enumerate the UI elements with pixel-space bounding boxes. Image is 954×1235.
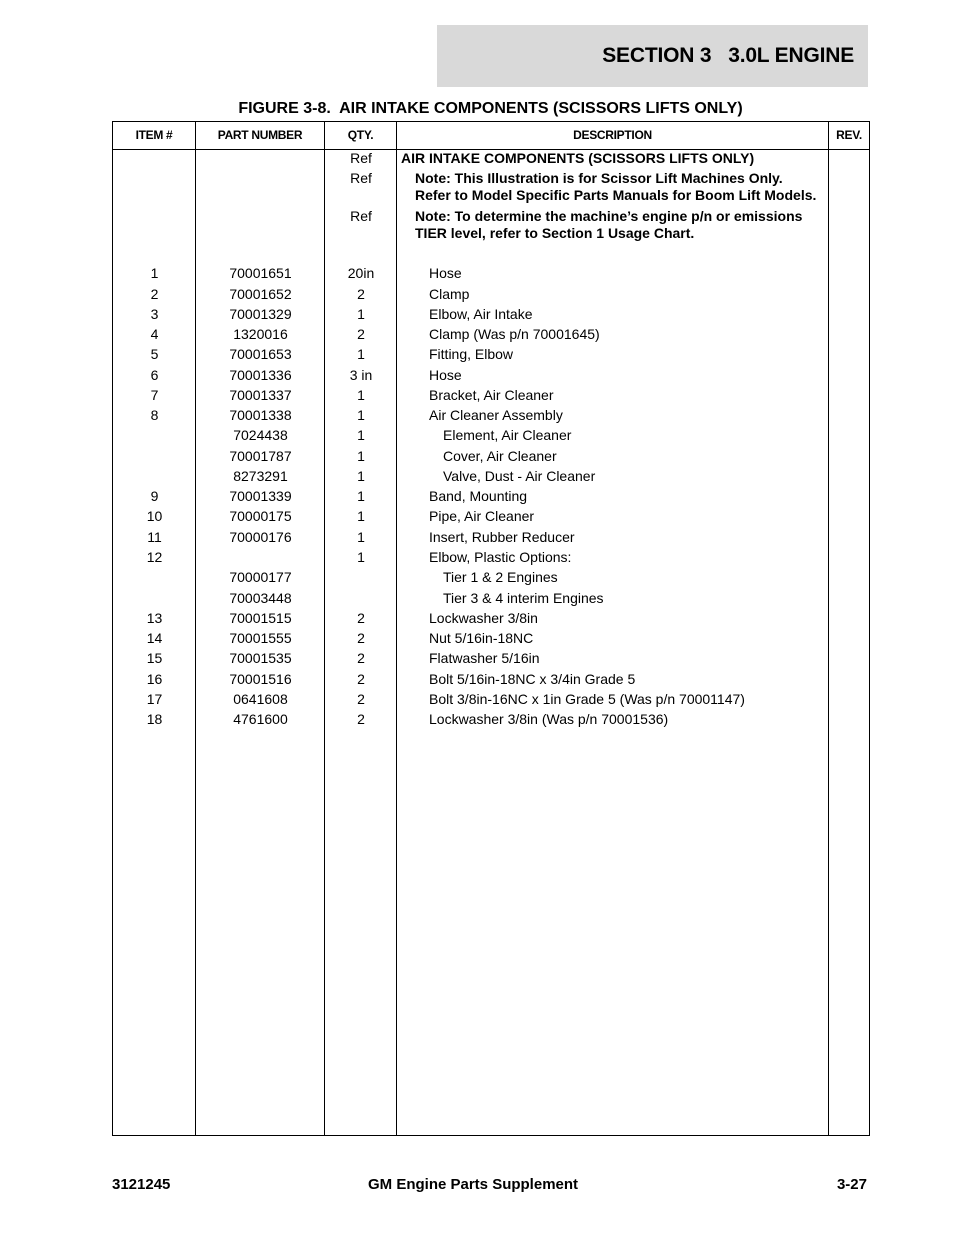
description: Bolt 3/8in-16NC x 1in Grade 5 (Was p/n 70001147) — [429, 691, 745, 707]
part-number: 70003448 — [229, 590, 292, 606]
quantity: 2 — [357, 671, 365, 687]
quantity: 1 — [357, 448, 365, 464]
description: Elbow, Air Intake — [429, 306, 533, 322]
description: Element, Air Cleaner — [443, 427, 572, 443]
part-number: 70001338 — [229, 407, 292, 423]
item-number: 3 — [150, 306, 159, 322]
quantity: 2 — [357, 711, 365, 727]
parts-table — [112, 121, 870, 1136]
page-number: 3-27 — [836, 1176, 867, 1193]
description: Tier 3 & 4 interim Engines — [443, 590, 604, 606]
header-item: ITEM # — [135, 128, 173, 142]
part-number: 70001515 — [229, 610, 292, 626]
part-number: 70001337 — [229, 387, 292, 403]
item-number: 11 — [147, 529, 162, 545]
quantity: 1 — [357, 407, 365, 423]
part-number: 70001339 — [229, 488, 292, 504]
quantity: Ref — [350, 150, 372, 166]
item-number: 12 — [146, 549, 163, 565]
section-banner — [437, 25, 868, 87]
item-number: 9 — [150, 488, 159, 504]
description: Note: This Illustration is for Scissor Lift Machines Only. — [415, 170, 783, 186]
description: Lockwasher 3/8in (Was p/n 70001536) — [429, 711, 669, 727]
quantity: 2 — [357, 610, 365, 626]
part-number: 70001516 — [229, 671, 292, 687]
part-number: 70001555 — [229, 630, 292, 646]
quantity: 1 — [357, 508, 365, 524]
part-number: 70000176 — [229, 529, 292, 545]
part-number: 70001787 — [229, 448, 292, 464]
header-qty: QTY. — [347, 128, 374, 142]
quantity: Ref — [350, 208, 372, 224]
item-number: 13 — [146, 610, 163, 626]
description: Nut 5/16in-18NC — [429, 630, 534, 646]
item-number: 15 — [146, 650, 163, 666]
quantity: 2 — [357, 326, 365, 342]
item-number: 7 — [150, 387, 159, 403]
part-number: 8273291 — [233, 468, 288, 484]
part-number: 70000175 — [229, 508, 292, 524]
description: TIER level, refer to Section 1 Usage Chart. — [415, 225, 695, 241]
item-number: 10 — [146, 508, 163, 524]
part-number: 0641608 — [233, 691, 288, 707]
quantity: 3 in — [349, 367, 373, 383]
quantity: 2 — [357, 630, 365, 646]
footer-title: GM Engine Parts Supplement — [368, 1176, 579, 1193]
part-number: 70001329 — [229, 306, 292, 322]
quantity: 1 — [357, 387, 365, 403]
quantity: 1 — [357, 549, 365, 565]
description: Flatwasher 5/16in — [429, 650, 540, 666]
part-number: 70001336 — [229, 367, 292, 383]
header-description: DESCRIPTION — [573, 128, 652, 142]
part-number: 4761600 — [233, 711, 288, 727]
part-number: 70000177 — [229, 569, 292, 585]
description: Lockwasher 3/8in — [429, 610, 538, 626]
quantity: 1 — [357, 529, 365, 545]
part-number: 70001652 — [229, 286, 292, 302]
description: Bolt 5/16in-18NC x 3/4in Grade 5 — [429, 671, 636, 687]
quantity: 1 — [357, 346, 365, 362]
item-number: 4 — [150, 326, 159, 342]
item-number: 6 — [150, 367, 159, 383]
quantity: 1 — [357, 306, 365, 322]
description: AIR INTAKE COMPONENTS (SCISSORS LIFTS ONLY) — [401, 150, 755, 166]
quantity: Ref — [350, 170, 372, 186]
description: Refer to Model Specific Parts Manuals for Boom Lift Models. — [415, 187, 817, 203]
description: Note: To determine the machine’s engine p/n or emissions — [415, 208, 803, 224]
description: Elbow, Plastic Options: — [429, 549, 572, 565]
part-number: 7024438 — [233, 427, 288, 443]
item-number: 1 — [150, 265, 159, 281]
quantity: 2 — [357, 650, 365, 666]
part-number: 70001653 — [229, 346, 292, 362]
description: Fitting, Elbow — [429, 346, 514, 362]
section-title: SECTION 3 3.0L ENGINE — [602, 44, 854, 67]
quantity: 1 — [357, 427, 365, 443]
quantity: 2 — [357, 286, 365, 302]
item-number: 17 — [146, 691, 163, 707]
header-part-number: PART NUMBER — [217, 128, 303, 142]
doc-number: 3121245 — [112, 1176, 171, 1193]
item-number: 5 — [150, 346, 159, 362]
part-number: 70001535 — [229, 650, 292, 666]
description: Cover, Air Cleaner — [443, 448, 557, 464]
description: Pipe, Air Cleaner — [429, 508, 535, 524]
description: Air Cleaner Assembly — [429, 407, 563, 423]
description: Insert, Rubber Reducer — [429, 529, 575, 545]
part-number: 70001651 — [229, 265, 292, 281]
description: Hose — [429, 367, 462, 383]
header-rev: REV. — [836, 128, 862, 142]
figure-title: FIGURE 3-8. AIR INTAKE COMPONENTS (SCISSORS LIFTS ONLY) — [238, 100, 743, 117]
item-number: 2 — [150, 286, 159, 302]
item-number: 18 — [146, 711, 163, 727]
item-number: 8 — [150, 407, 159, 423]
item-number: 16 — [146, 671, 163, 687]
description: Band, Mounting — [429, 488, 528, 504]
quantity: 1 — [357, 488, 365, 504]
description: Clamp — [429, 286, 470, 302]
quantity: 2 — [357, 691, 365, 707]
quantity: 1 — [357, 468, 365, 484]
description: Tier 1 & 2 Engines — [443, 569, 558, 585]
item-number: 14 — [146, 630, 163, 646]
quantity: 20in — [347, 265, 375, 281]
description: Clamp (Was p/n 70001645) — [429, 326, 600, 342]
description: Bracket, Air Cleaner — [429, 387, 554, 403]
part-number: 1320016 — [233, 326, 288, 342]
description: Hose — [429, 265, 462, 281]
description: Valve, Dust - Air Cleaner — [443, 468, 596, 484]
